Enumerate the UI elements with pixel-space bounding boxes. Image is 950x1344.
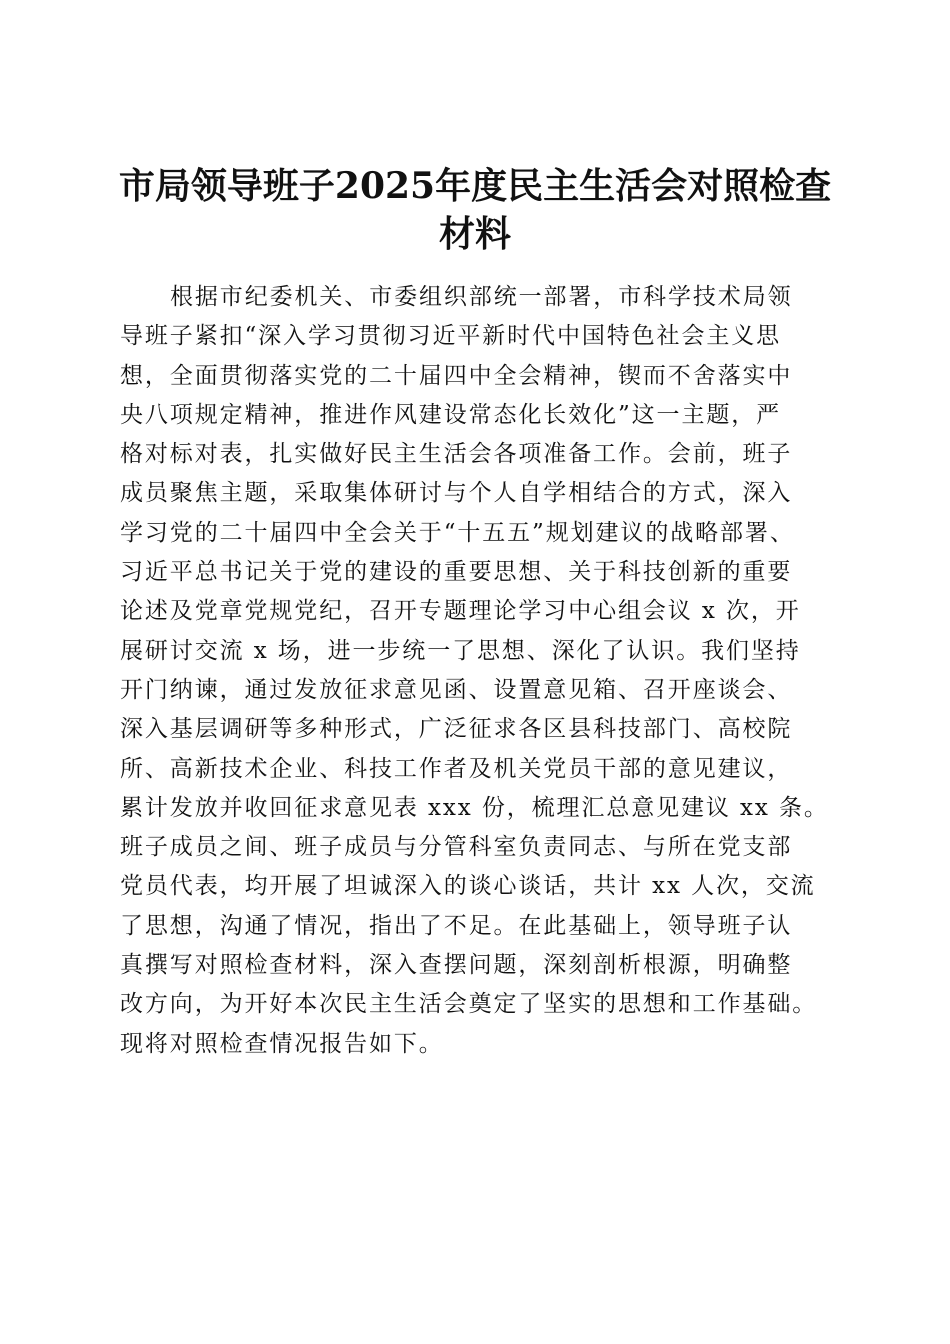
document-title [100, 162, 850, 258]
paragraph-line: 改方向，为开好本次民主生活会奠定了坚实的思想和工作基础。 [120, 991, 818, 1018]
paragraph-line: 格对标对表，扎实做好民主生活会各项准备工作。会前，班子 [120, 441, 793, 468]
paragraph-line: 想，全面贯彻落实党的二十届四中全会精神，锲而不舍落实中 [120, 362, 793, 389]
paragraph-line: 现将对照检查情况报告如下。 [120, 1030, 444, 1057]
paragraph-line: 所、高新技术企业、科技工作者及机关党员干部的意见建议， [120, 755, 793, 782]
paragraph-line: 累计发放并收回征求意见表 xxx 份，梳理汇总意见建议 xx 条。 [120, 794, 829, 821]
body-paragraph [120, 278, 842, 1064]
title-line-1: 市局领导班子2025年度民主生活会对照检查 [118, 165, 832, 208]
paragraph-line: 展研讨交流 x 场，进一步统一了思想、深化了认识。我们坚持 [120, 637, 801, 664]
paragraph-line: 深入基层调研等多种形式，广泛征求各区县科技部门、高校院 [120, 716, 793, 743]
paragraph-line: 习近平总书记关于党的建设的重要思想、关于科技创新的重要 [120, 559, 793, 586]
title-line-2: 材料 [438, 213, 511, 256]
paragraph-line: 央八项规定精神，推进作风建设常态化长效化”这一主题，严 [120, 401, 782, 428]
paragraph-line: 了思想，沟通了情况，指出了不足。在此基础上，领导班子认 [120, 912, 793, 939]
paragraph-line: 党员代表，均开展了坦诚深入的谈心谈话，共计 xx 人次，交流 [120, 873, 816, 900]
paragraph-line: 真撰写对照检查材料，深入查摆问题，深刻剖析根源，明确整 [120, 952, 793, 979]
paragraph-line: 根据市纪委机关、市委组织部统一部署，市科学技术局领 [170, 284, 793, 310]
paragraph-line: 论述及党章党规党纪，召开专题理论学习中心组会议 x 次，开 [120, 598, 801, 625]
paragraph-line: 开门纳谏，通过发放征求意见函、设置意见箱、召开座谈会、 [120, 676, 793, 703]
paragraph-line: 班子成员之间、班子成员与分管科室负责同志、与所在党支部 [120, 834, 793, 861]
paragraph-line: 导班子紧扣“深入学习贯彻习近平新时代中国特色社会主义思 [120, 323, 782, 350]
paragraph-line: 成员聚焦主题，采取集体研讨与个人自学相结合的方式，深入 [120, 480, 793, 507]
paragraph-line: 学习党的二十届四中全会关于“十五五”规划建议的战略部署、 [120, 519, 795, 546]
